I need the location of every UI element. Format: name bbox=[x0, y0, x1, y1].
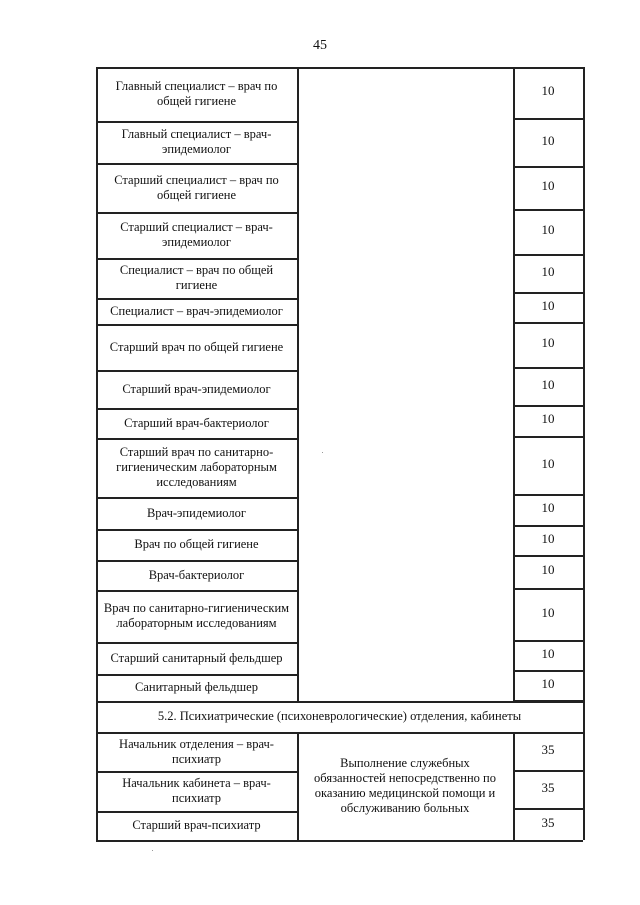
position-cell: Старший санитарный фельдшер bbox=[110, 650, 283, 665]
position-cell: Старший врач по общей гигиене bbox=[109, 339, 284, 354]
value-cell: 10 bbox=[541, 297, 555, 313]
position-cell: Врач по общей гигиене bbox=[134, 537, 259, 551]
description-cell: Выполнение служебных обязанностей непосредственно по оказанию медицинской помощи и обслуживанию больных bbox=[314, 756, 496, 815]
value-cell: 10 bbox=[541, 83, 555, 98]
page-number: 45 bbox=[313, 38, 327, 53]
value-cell: 10 bbox=[541, 178, 555, 193]
position-cell: Главный специалист – врач по общей гигиене bbox=[115, 79, 278, 108]
position-cell: Врач-эпидемиолог bbox=[146, 505, 247, 520]
scan-speck bbox=[152, 850, 153, 851]
position-cell: Старший врач по санитарно-гигиеническим лабораторным исследованиям bbox=[116, 445, 277, 489]
scan-speck bbox=[322, 452, 323, 453]
value-cell: 10 bbox=[541, 604, 555, 620]
position-cell: Специалист – врач по общей гигиене bbox=[119, 263, 274, 292]
position-cell: Старший специалист – врач-эпидемиолог bbox=[120, 220, 273, 249]
value-cell: 10 bbox=[541, 411, 555, 426]
value-cell: 10 bbox=[541, 335, 555, 350]
value-cell: 35 bbox=[541, 779, 555, 795]
position-cell: Старший врач-психиатр bbox=[132, 818, 261, 832]
position-cell: Врач-бактериолог bbox=[148, 567, 245, 582]
value-cell: 10 bbox=[541, 675, 555, 691]
value-cell: 10 bbox=[541, 562, 555, 577]
value-cell: 10 bbox=[541, 530, 555, 546]
position-cell: Главный специалист – врач-эпидемиолог bbox=[121, 127, 272, 156]
table-rule-v bbox=[583, 67, 585, 840]
value-cell: 10 bbox=[541, 222, 555, 237]
table-rule-v bbox=[297, 67, 299, 701]
position-cell: Старший врач-бактериолог bbox=[124, 415, 269, 430]
benefits-table bbox=[96, 67, 583, 840]
position-cell: Старший специалист – врач по общей гигиене bbox=[114, 172, 279, 202]
value-cell: 10 bbox=[541, 263, 555, 279]
position-cell: Санитарный фельдшер bbox=[135, 680, 258, 694]
position-cell: Начальник кабинета – врач-психиатр bbox=[122, 776, 271, 805]
position-cell: Специалист – врач-эпидемиолог bbox=[110, 303, 283, 318]
value-cell: 10 bbox=[541, 132, 555, 148]
value-cell: 10 bbox=[541, 500, 555, 515]
value-cell: 10 bbox=[541, 455, 555, 471]
value-cell: 10 bbox=[541, 645, 555, 661]
value-cell: 10 bbox=[541, 376, 555, 392]
value-cell: 35 bbox=[541, 814, 555, 830]
position-cell: Начальник отделения – врач-психиатр bbox=[119, 736, 274, 766]
section-heading: 5.2. Психиатрические (психоневрологические) отделения, кабинеты bbox=[157, 709, 522, 723]
table-rule-h bbox=[96, 840, 583, 842]
value-cell: 35 bbox=[541, 741, 555, 757]
position-cell: Врач по санитарно-гигиеническим лабораторным исследованиям bbox=[103, 601, 290, 630]
position-cell: Старший врач-эпидемиолог bbox=[122, 381, 271, 396]
